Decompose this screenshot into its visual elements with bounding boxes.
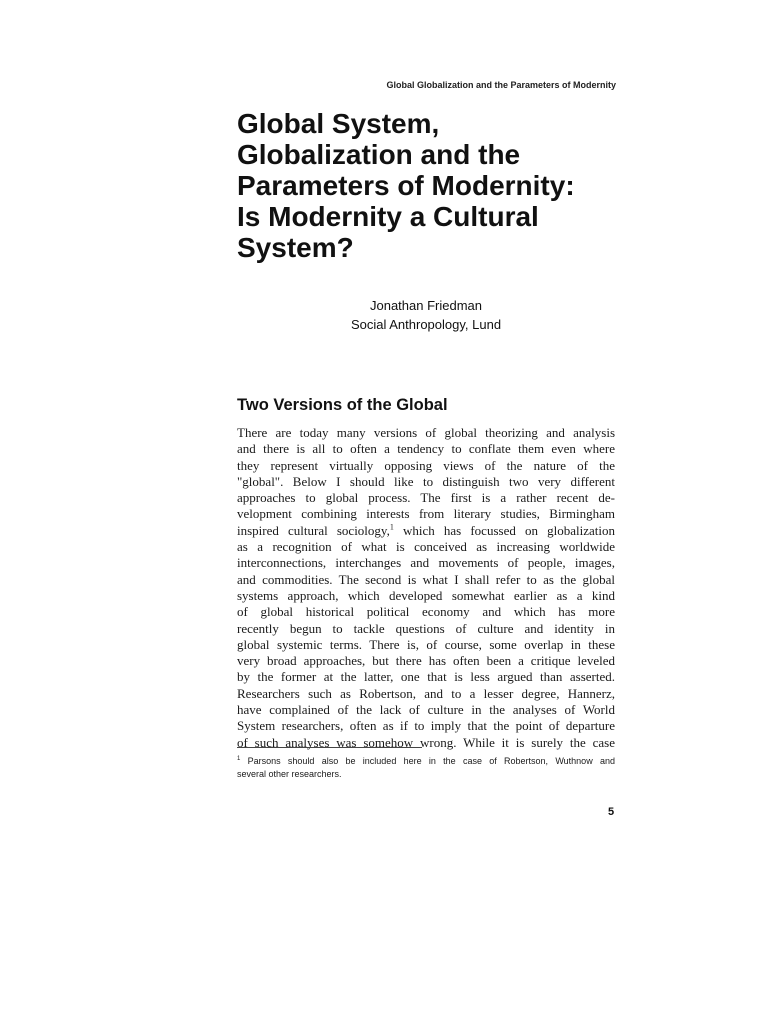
footnote-line: several other researchers. [237,768,342,779]
text-line: of such analyses was somehow wrong. While it is surely the case [237,734,615,750]
section-heading: Two Versions of the Global [237,396,448,414]
text-line: There are today many versions of global theorizing and analysis [237,425,615,440]
title-line: Parameters of Modernity: [237,170,575,201]
text-segment: which has focussed on globalization [393,522,615,538]
text-line: System researchers, often as if to imply that the point of departure [237,718,615,734]
text-line: systems approach, which developed somewhat earlier as a kind [237,587,615,603]
text-line: and there is all to often a tendency to conflate them even where [237,441,615,457]
text-line: have complained of the lack of culture in the analyses of World [237,702,615,718]
running-header: Global Globalization and the Parameters of Modernity [386,80,616,90]
author-block [237,296,615,334]
footnote-text: Parsons should also be included here in the case of Robertson, Wuthnow and [247,756,615,766]
footnote-divider [237,747,422,748]
footnote-marker: 1 [237,756,241,762]
text-line: Researchers such as Robertson, and to a lesser degree, Hannerz, [237,685,615,701]
text-line: recently begun to tackle questions of culture and identity in [237,620,615,636]
body-paragraph [237,425,615,751]
text-line: "global". Below I should like to distinguish two very different [237,473,615,489]
author-affiliation: Social Anthropology, Lund [350,317,502,332]
author-name: Jonathan Friedman [369,298,482,313]
article-title [237,108,637,263]
title-line: Globalization and the [237,139,521,170]
title-line: Global System, [237,108,440,139]
text-line: interconnections, interchanges and movements of people, images, [237,555,615,571]
title-line: System? [237,232,354,263]
footnote-line [237,755,615,768]
text-line: as a recognition of what is conceived as increasing worldwide [237,539,615,555]
text-line: approaches to global process. The first is a rather recent de- [237,490,615,506]
page-number: 5 [608,806,615,818]
footnote-reference[interactable]: 1 [389,522,394,532]
title-line: Is Modernity a Cultural [237,201,539,232]
text-line: they represent virtually opposing views of the nature of the [237,457,615,473]
text-line [237,523,615,539]
footnote [237,755,615,780]
text-line: global systemic terms. There is, of course, some overlap in these [237,636,615,652]
text-line: velopment combining interests from literary studies, Birmingham [237,506,615,522]
text-line: and commodities. The second is what I shall refer to as the global [237,571,615,587]
text-line: very broad approaches, but there has often been a critique leveled [237,653,615,669]
text-line: of global historical political economy and which has more [237,604,615,620]
text-segment: inspired cultural sociology, [237,522,390,538]
text-line: by the former at the latter, one that is less argued than asserted. [237,669,615,685]
